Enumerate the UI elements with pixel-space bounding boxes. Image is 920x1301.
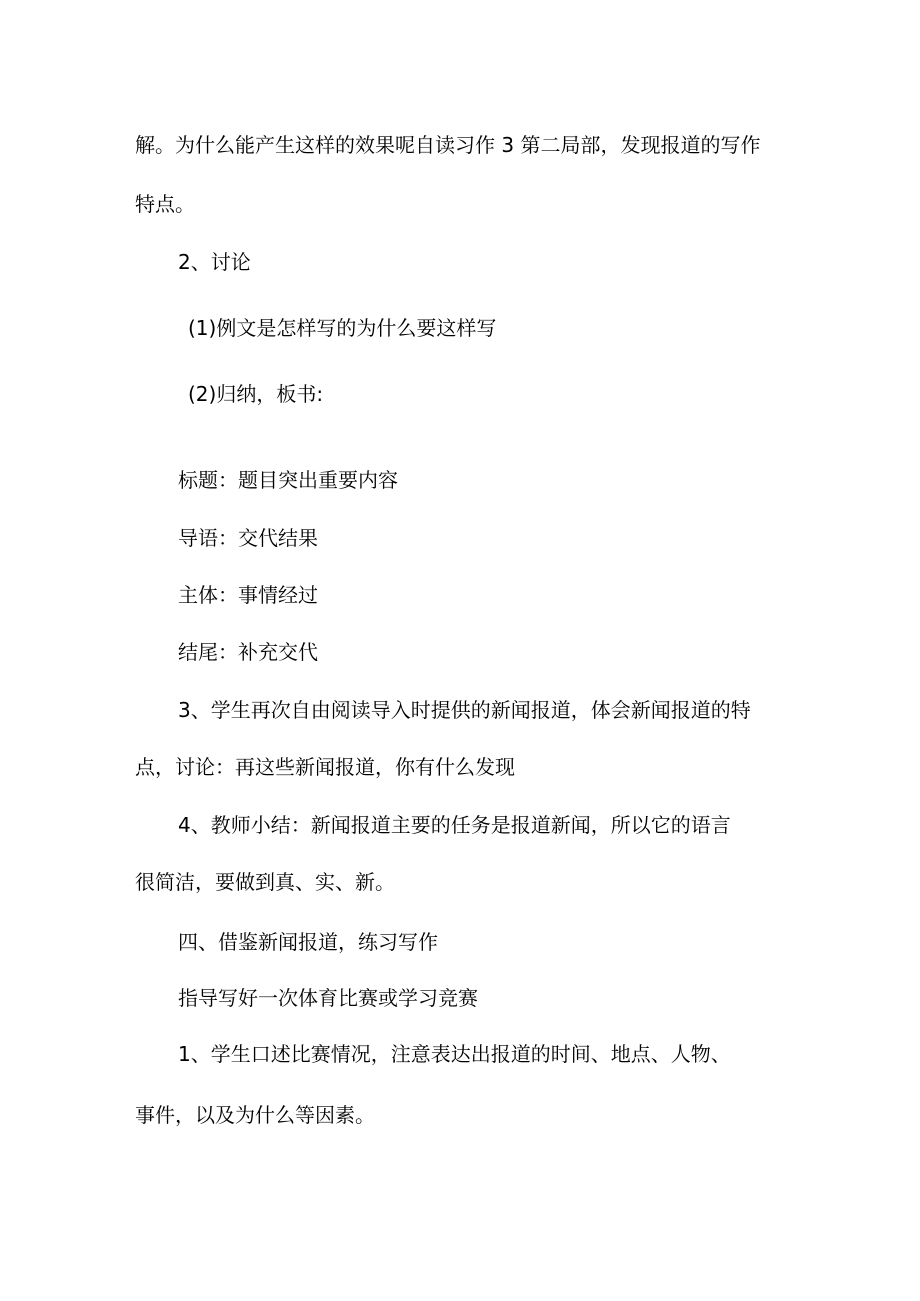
body-text-line: 很简洁，要做到真、实、新。 [135, 870, 395, 894]
section-heading: 四、借鉴新闻报道，练习写作 [178, 930, 438, 954]
section-heading: 3、学生再次自由阅读导入时提供的新闻报道，体会新闻报道的特 [178, 698, 751, 722]
section-heading: 4、教师小结：新闻报道主要的任务是报道新闻，所以它的语言 [178, 813, 731, 837]
body-text-line: 指导写好一次体育比赛或学习竞赛 [178, 986, 478, 1010]
list-item: (1)例文是怎样写的为什么要这样写 [188, 316, 497, 340]
body-text-line: 解。为什么能产生这样的效果呢自读习作 3 第二局部，发现报道的写作 [135, 133, 761, 157]
body-text-line: 特点。 [135, 192, 195, 216]
body-text-line: 事件，以及为什么等因素。 [135, 1103, 375, 1127]
section-heading: 1、学生口述比赛情况，注意表达出报道的时间、地点、人物、 [178, 1042, 731, 1066]
section-heading: 2、讨论 [178, 250, 251, 274]
list-item: (2)归纳，板书: [188, 382, 324, 406]
board-outline-item: 标题：题目突出重要内容 [178, 468, 398, 492]
board-outline-item: 主体：事情经过 [178, 583, 318, 607]
board-outline-item: 导语：交代结果 [178, 526, 318, 550]
body-text-line: 点，讨论：再这些新闻报道，你有什么发现 [135, 755, 515, 779]
board-outline-item: 结尾：补充交代 [178, 640, 318, 664]
